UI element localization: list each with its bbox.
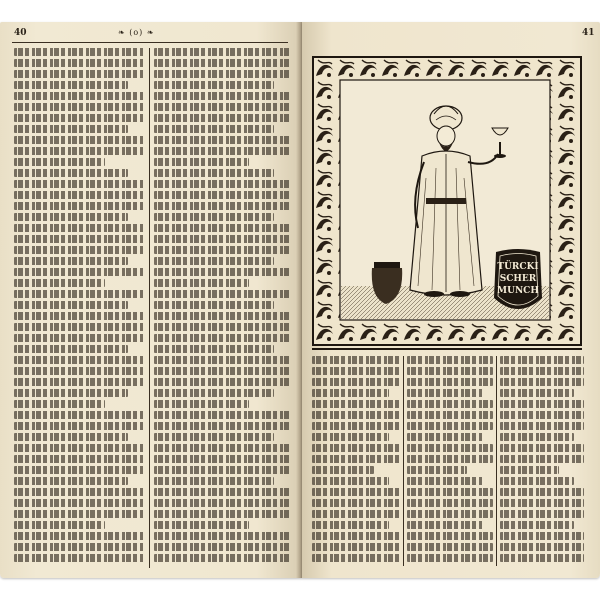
- column-divider: [149, 48, 150, 568]
- caption-line-1: TÜRCKI: [497, 262, 539, 272]
- text-line: [154, 532, 290, 540]
- text-line: [14, 235, 144, 243]
- text-line: [14, 125, 128, 133]
- text-line: [154, 499, 290, 507]
- text-line: [154, 268, 290, 276]
- text-line: [154, 180, 290, 188]
- text-line: [14, 114, 144, 122]
- text-line: [407, 444, 493, 452]
- text-line: [312, 389, 389, 397]
- text-line: [14, 323, 144, 331]
- text-line: [154, 59, 290, 67]
- text-line: [154, 103, 290, 111]
- right-page-column-3: [500, 356, 584, 565]
- text-line: [500, 422, 584, 430]
- text-line: [407, 367, 493, 375]
- text-line: [154, 92, 290, 100]
- text-line: [407, 488, 493, 496]
- text-line: [312, 477, 389, 485]
- text-line: [500, 554, 584, 562]
- text-line: [14, 378, 144, 386]
- illustration-bottom-rule: [312, 348, 582, 350]
- text-line: [14, 180, 144, 188]
- text-line: [407, 543, 493, 551]
- text-line: [407, 455, 493, 463]
- text-line: [154, 521, 249, 529]
- text-line: [154, 290, 290, 298]
- text-line: [500, 455, 584, 463]
- text-line: [154, 543, 290, 551]
- text-line: [14, 136, 144, 144]
- text-line: [154, 81, 274, 89]
- text-line: [14, 477, 128, 485]
- text-line: [154, 334, 290, 342]
- text-line: [312, 378, 400, 386]
- text-line: [154, 488, 290, 496]
- text-line: [154, 312, 290, 320]
- text-line: [312, 499, 400, 507]
- text-line: [14, 70, 144, 78]
- text-line: [407, 433, 483, 441]
- text-line: [154, 158, 249, 166]
- text-line: [14, 444, 144, 452]
- text-line: [14, 488, 144, 496]
- text-line: [500, 367, 584, 375]
- text-line: [14, 312, 144, 320]
- woodcut-illustration: [312, 56, 582, 346]
- text-line: [312, 400, 400, 408]
- text-line: [500, 521, 574, 529]
- text-line: [154, 345, 274, 353]
- text-line: [14, 147, 144, 155]
- caption-cartouche: [490, 246, 546, 318]
- text-line: [500, 532, 584, 540]
- text-line: [14, 411, 144, 419]
- text-line: [407, 499, 493, 507]
- text-line: [407, 554, 493, 562]
- text-line: [14, 213, 128, 221]
- header-rule: [12, 42, 288, 43]
- text-line: [154, 444, 290, 452]
- text-line: [312, 356, 400, 364]
- text-line: [14, 433, 128, 441]
- text-line: [14, 48, 144, 56]
- text-line: [154, 279, 249, 287]
- text-line: [14, 224, 144, 232]
- text-line: [500, 444, 584, 452]
- text-line: [154, 554, 290, 562]
- caption-line-3: MUNCH: [497, 286, 539, 296]
- text-line: [14, 521, 105, 529]
- text-line: [154, 70, 290, 78]
- text-line: [154, 301, 274, 309]
- text-line: [14, 279, 105, 287]
- text-line: [154, 455, 290, 463]
- text-line: [154, 235, 290, 243]
- text-line: [14, 367, 144, 375]
- text-line: [154, 147, 290, 155]
- text-line: [14, 466, 144, 474]
- text-line: [154, 477, 274, 485]
- text-line: [312, 510, 400, 518]
- text-line: [407, 389, 483, 397]
- text-line: [154, 125, 274, 133]
- text-line: [407, 521, 483, 529]
- text-line: [500, 466, 559, 474]
- text-line: [500, 389, 574, 397]
- text-line: [407, 477, 483, 485]
- text-line: [154, 48, 290, 56]
- text-line: [312, 455, 400, 463]
- text-line: [14, 59, 144, 67]
- text-line: [154, 367, 290, 375]
- text-line: [407, 411, 493, 419]
- text-line: [14, 268, 144, 276]
- text-line: [312, 422, 400, 430]
- text-line: [500, 400, 584, 408]
- text-line: [407, 422, 493, 430]
- text-line: [154, 356, 290, 364]
- text-line: [312, 466, 374, 474]
- left-page-column-2: [154, 48, 290, 565]
- right-page-number: 41: [582, 28, 595, 38]
- text-line: [407, 466, 467, 474]
- left-page-number: 40: [14, 28, 27, 38]
- text-line: [407, 532, 493, 540]
- right-page-column-2: [407, 356, 493, 565]
- text-line: [154, 510, 290, 518]
- text-line: [14, 455, 144, 463]
- right-column-divider-1: [403, 356, 404, 566]
- text-line: [500, 488, 584, 496]
- header-ornament: ❧ (o) ❧: [118, 28, 155, 37]
- text-line: [407, 400, 493, 408]
- text-line: [154, 191, 290, 199]
- text-line: [407, 510, 493, 518]
- text-line: [500, 411, 584, 419]
- text-line: [14, 543, 144, 551]
- text-line: [312, 521, 389, 529]
- text-line: [14, 202, 144, 210]
- text-line: [154, 422, 290, 430]
- text-line: [154, 257, 274, 265]
- text-line: [14, 345, 128, 353]
- text-line: [500, 356, 584, 364]
- text-line: [312, 543, 400, 551]
- text-line: [154, 114, 290, 122]
- text-line: [14, 532, 144, 540]
- text-line: [14, 510, 144, 518]
- text-line: [407, 378, 493, 386]
- text-line: [500, 378, 584, 386]
- open-book: [0, 22, 600, 582]
- right-column-divider-2: [496, 356, 497, 566]
- text-line: [14, 499, 144, 507]
- left-page: [0, 22, 302, 578]
- left-page-column-1: [14, 48, 144, 565]
- text-line: [154, 246, 290, 254]
- text-line: [154, 433, 274, 441]
- text-line: [500, 477, 574, 485]
- text-line: [154, 378, 290, 386]
- text-line: [312, 488, 400, 496]
- text-line: [154, 169, 274, 177]
- text-line: [14, 389, 128, 397]
- text-line: [14, 290, 144, 298]
- text-line: [312, 444, 400, 452]
- text-line: [14, 356, 144, 364]
- text-line: [14, 422, 144, 430]
- text-line: [312, 532, 400, 540]
- text-line: [154, 213, 274, 221]
- text-line: [14, 334, 144, 342]
- right-page-column-1: [312, 356, 400, 565]
- text-line: [14, 246, 144, 254]
- text-line: [154, 466, 290, 474]
- text-line: [312, 433, 389, 441]
- text-line: [407, 356, 493, 364]
- text-line: [14, 191, 144, 199]
- text-line: [14, 400, 105, 408]
- text-line: [312, 554, 400, 562]
- text-line: [500, 433, 574, 441]
- text-line: [14, 92, 144, 100]
- text-line: [500, 543, 584, 551]
- text-line: [154, 136, 290, 144]
- text-line: [312, 411, 400, 419]
- text-line: [154, 389, 274, 397]
- text-line: [14, 103, 144, 111]
- text-line: [14, 257, 128, 265]
- text-line: [14, 301, 128, 309]
- text-line: [154, 400, 249, 408]
- text-line: [154, 202, 290, 210]
- text-line: [14, 169, 128, 177]
- text-line: [14, 81, 128, 89]
- text-line: [154, 323, 290, 331]
- text-line: [500, 510, 584, 518]
- text-line: [14, 554, 144, 562]
- text-line: [312, 367, 400, 375]
- text-line: [500, 499, 584, 507]
- text-line: [14, 158, 105, 166]
- caption-line-2: SCHER: [499, 274, 537, 284]
- text-line: [154, 411, 290, 419]
- text-line: [154, 224, 290, 232]
